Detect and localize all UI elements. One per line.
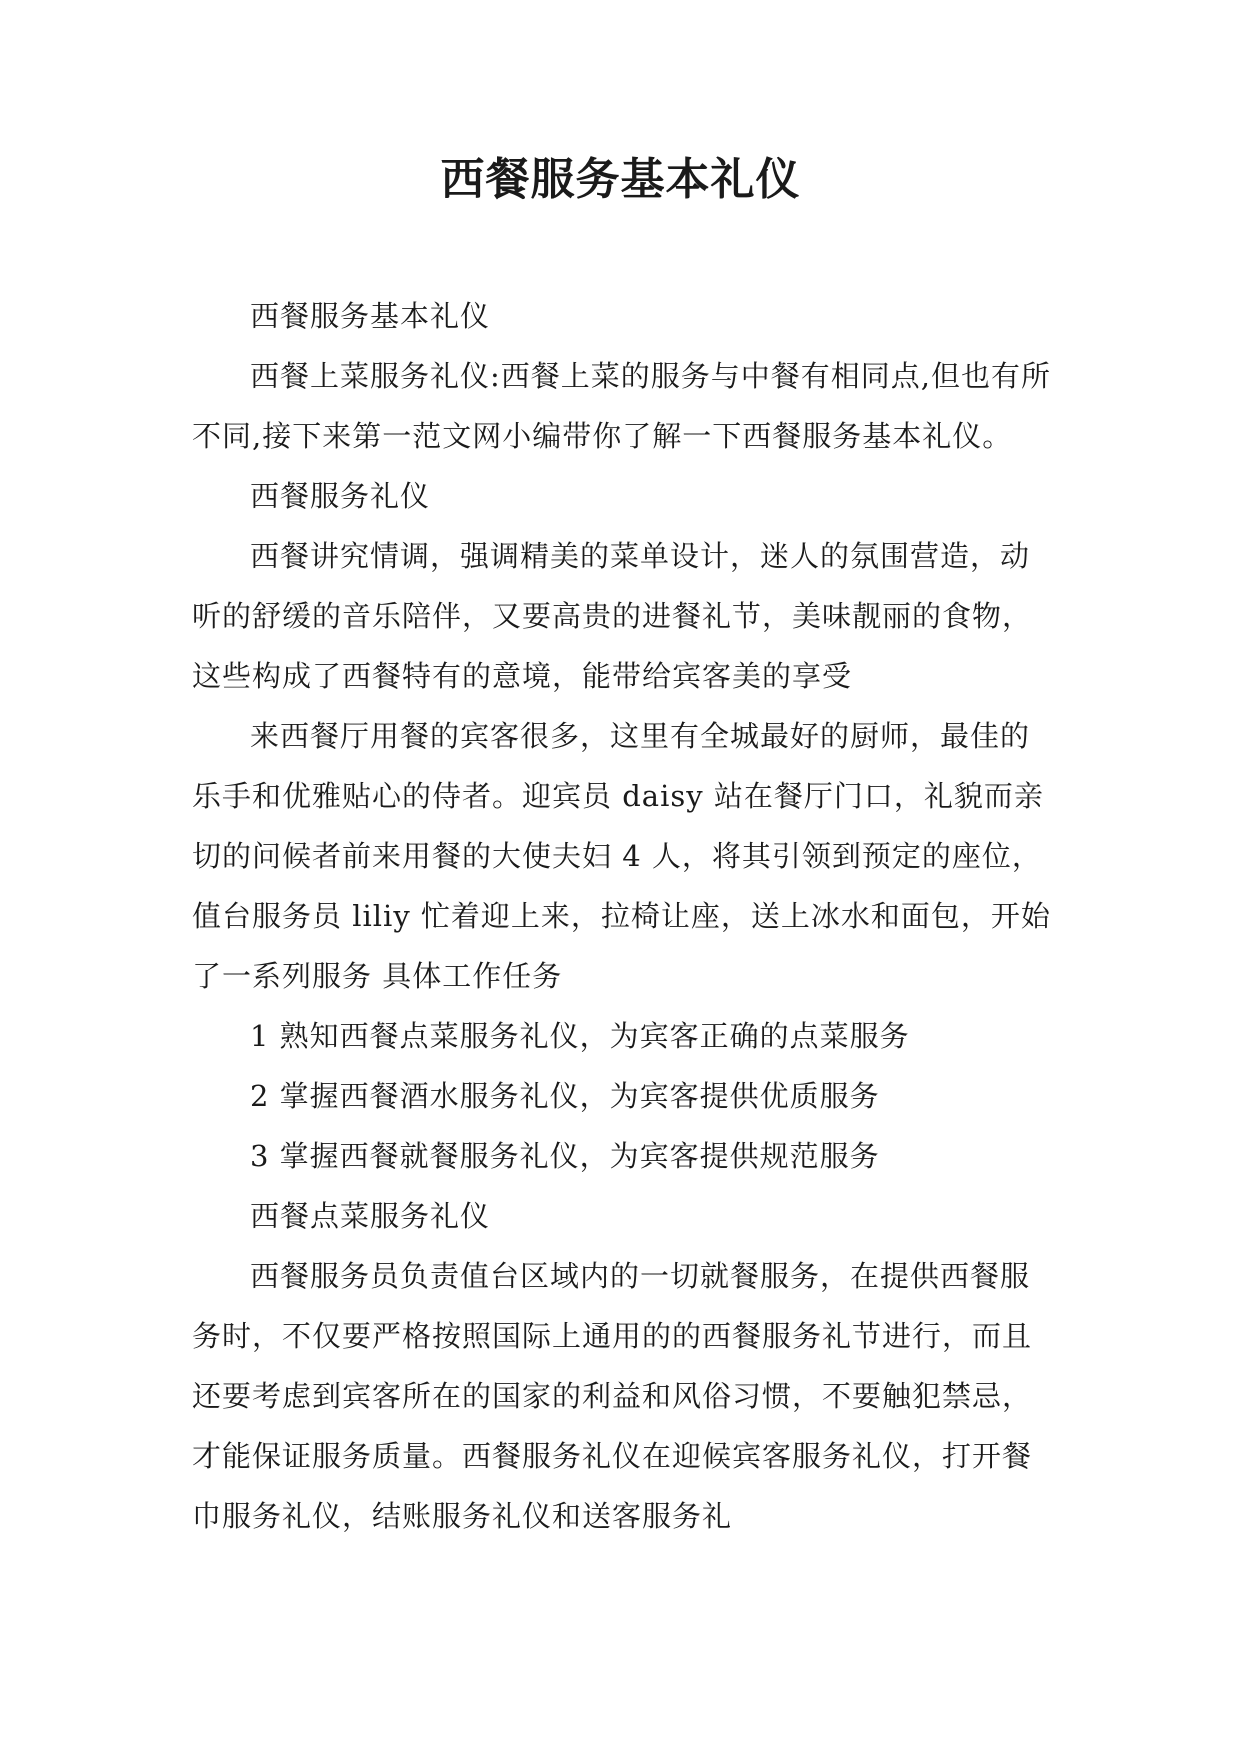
paragraph-section-heading: 西餐服务礼仪 — [250, 479, 431, 513]
task-item: 2 掌握西餐酒水服务礼仪，为宾客提供优质服务 — [250, 1079, 880, 1113]
document-body — [192, 286, 1052, 1546]
paragraph-section-heading: 西餐点菜服务礼仪 — [250, 1199, 491, 1233]
document-title: 西餐服务基本礼仪 — [440, 154, 801, 205]
paragraph-heading: 西餐服务基本礼仪 — [250, 299, 491, 333]
paragraph: 西餐服务员负责值台区域内的一切就餐服务，在提供西餐服务时，不仅要严格按照国际上通用的的西餐服务礼节进行，而且还要考虑到宾客所在的国家的利益和风俗习惯，不要触犯禁忌，才能保证服务质量。西餐服务礼仪在迎候宾客服务礼仪，打开餐巾服务礼仪，结账服务礼仪和送客服务礼 — [192, 1259, 1033, 1533]
paragraph: 来西餐厅用餐的宾客很多，这里有全城最好的厨师，最佳的乐手和优雅贴心的侍者。迎宾员 daisy 站在餐厅门口，礼貌而亲切的问候者前来用餐的大使夫妇 4 人，将其引领到预定的座位，值台服务员 liliy 忙着迎上来，拉椅让座，送上冰水和面包，开始了一系列服务 具体工作任务 — [192, 719, 1051, 993]
task-item: 1 熟知西餐点菜服务礼仪，为宾客正确的点菜服务 — [250, 1019, 910, 1053]
paragraph: 西餐讲究情调，强调精美的菜单设计，迷人的氛围营造，动听的舒缓的音乐陪伴，又要高贵的进餐礼节，美味靓丽的食物，这些构成了西餐特有的意境，能带给宾客美的享受 — [192, 539, 1033, 693]
paragraph-intro: 西餐上菜服务礼仪:西餐上菜的服务与中餐有相同点,但也有所不同,接下来第一范文网小编带你了解一下西餐服务基本礼仪。 — [192, 359, 1051, 453]
task-item: 3 掌握西餐就餐服务礼仪，为宾客提供规范服务 — [250, 1139, 880, 1173]
